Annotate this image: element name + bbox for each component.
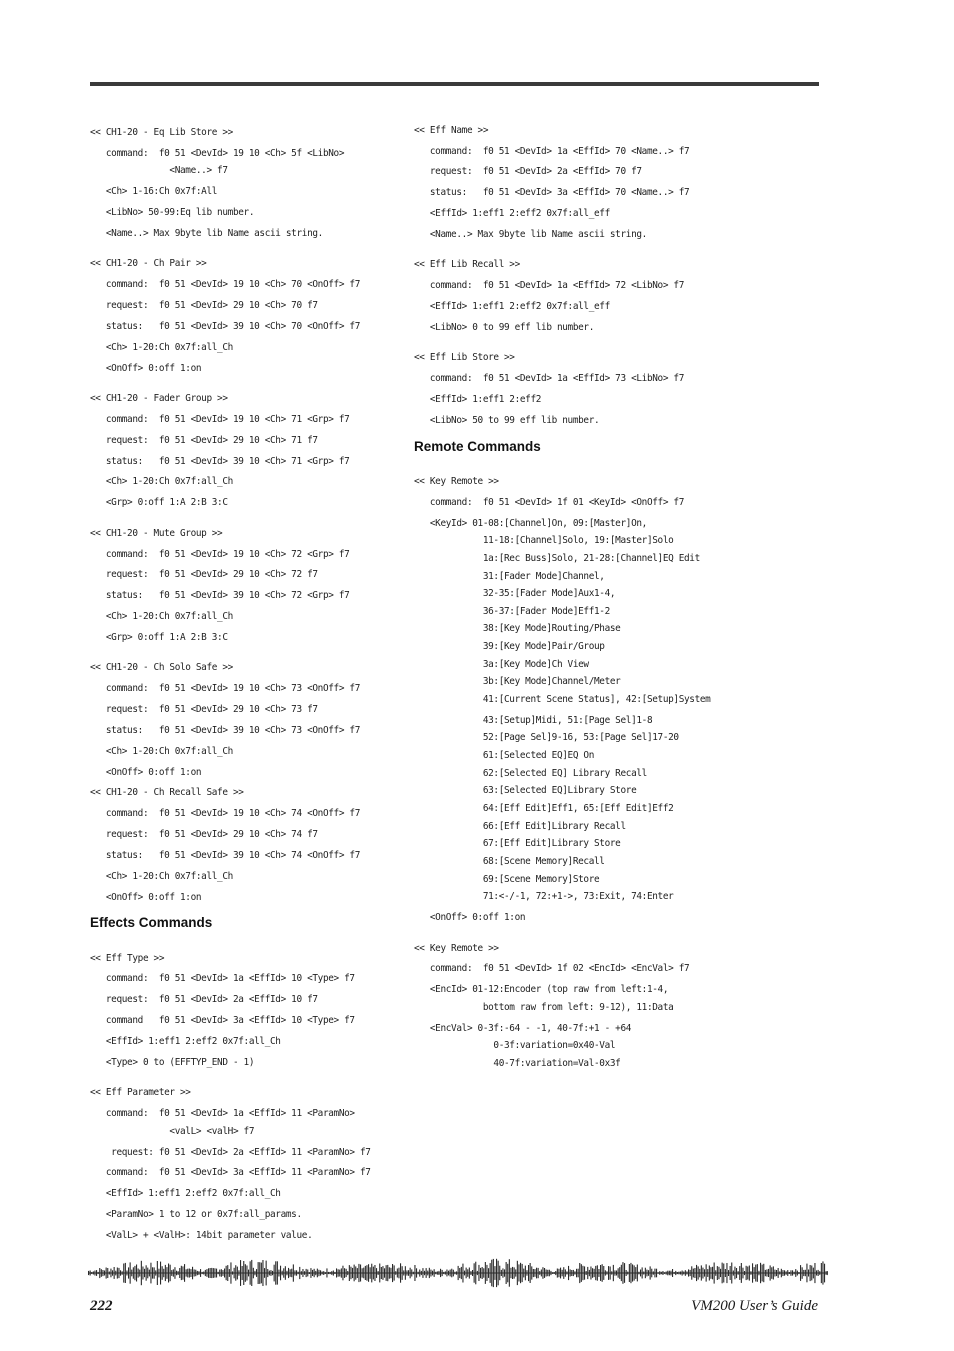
code-line: << Eff Name >> (414, 125, 489, 136)
code-line: 39:[Key Mode]Pair/Group (414, 641, 605, 652)
code-line: request: f0 51 <DevId> 2a <EffId> 70 f7 (414, 166, 642, 177)
code-line: << CH1-20 - Eq Lib Store >> (90, 127, 233, 138)
code-line: status: f0 51 <DevId> 3a <EffId> 70 <Name..> f7 (414, 187, 690, 198)
code-line: 11-18:[Channel]Solo, 19:[Master]Solo (414, 535, 674, 546)
code-line: 63:[Selected EQ]Library Store (414, 785, 637, 796)
code-line: <EffId> 1:eff1 2:eff2 0x7f:all_eff (414, 208, 610, 219)
code-line: <LibNo> 0 to 99 eff lib number. (414, 322, 595, 333)
code-line: <Ch> 1-20:Ch 0x7f:all_Ch (90, 611, 233, 622)
page-number: 222 (90, 1298, 113, 1314)
code-line: request: f0 51 <DevId> 2a <EffId> 11 <ParamNo> f7 (90, 1147, 371, 1158)
code-line: 3b:[Key Mode]Channel/Meter (414, 676, 621, 687)
code-line: command: f0 51 <DevId> 1a <EffId> 11 <ParamNo> (90, 1108, 355, 1119)
code-line: status: f0 51 <DevId> 39 10 <Ch> 73 <OnOff> f7 (90, 725, 361, 736)
code-line: bottom raw from left: 9-12), 11:Data (414, 1002, 674, 1013)
code-line: request: f0 51 <DevId> 29 10 <Ch> 74 f7 (90, 829, 318, 840)
code-line: << Eff Type >> (90, 953, 165, 964)
code-line: command: f0 51 <DevId> 19 10 <Ch> 70 <OnOff> f7 (90, 279, 361, 290)
top-rule (90, 82, 819, 86)
code-line: command: f0 51 <DevId> 1f 02 <EncId> <EncVal> f7 (414, 963, 690, 974)
waveform-divider (88, 1253, 828, 1293)
section-heading: Remote Commands (414, 439, 541, 454)
code-line: << Key Remote >> (414, 476, 499, 487)
code-line: request: f0 51 <DevId> 29 10 <Ch> 73 f7 (90, 704, 318, 715)
code-line: request: f0 51 <DevId> 29 10 <Ch> 71 f7 (90, 435, 318, 446)
code-line: 52:[Page Sel]9-16, 53:[Page Sel]17-20 (414, 732, 679, 743)
code-line: 62:[Selected EQ] Library Recall (414, 768, 647, 779)
code-line: request: f0 51 <DevId> 2a <EffId> 10 f7 (90, 994, 318, 1005)
code-line: <LibNo> 50-99:Eq lib number. (90, 207, 255, 218)
code-line: command f0 51 <DevId> 3a <EffId> 10 <Type> f7 (90, 1015, 355, 1026)
code-line: 64:[Eff Edit]Eff1, 65:[Eff Edit]Eff2 (414, 803, 674, 814)
code-line: 67:[Eff Edit]Library Store (414, 838, 621, 849)
code-line: command: f0 51 <DevId> 19 10 <Ch> 74 <OnOff> f7 (90, 808, 361, 819)
code-line: << CH1-20 - Fader Group >> (90, 393, 228, 404)
code-line: 0-3f:variation=0x40-Val (414, 1040, 616, 1051)
code-line: 43:[Setup]Midi, 51:[Page Sel]1-8 (414, 715, 653, 726)
code-line: command: f0 51 <DevId> 1a <EffId> 70 <Name..> f7 (414, 146, 690, 157)
code-line: <EffId> 1:eff1 2:eff2 (414, 394, 542, 405)
code-line: command: f0 51 <DevId> 1a <EffId> 10 <Type> f7 (90, 973, 355, 984)
code-line: <Type> 0 to (EFFTYP_END - 1) (90, 1057, 255, 1068)
section-heading: Effects Commands (90, 915, 213, 930)
code-line: status: f0 51 <DevId> 39 10 <Ch> 74 <OnOff> f7 (90, 850, 361, 861)
code-line: <OnOff> 0:off 1:on (90, 767, 202, 778)
code-line: command: f0 51 <DevId> 19 10 <Ch> 73 <OnOff> f7 (90, 683, 361, 694)
code-line: <EffId> 1:eff1 2:eff2 0x7f:all_Ch (90, 1036, 281, 1047)
code-line: <ParamNo> 1 to 12 or 0x7f:all_params. (90, 1209, 302, 1220)
code-line: request: f0 51 <DevId> 29 10 <Ch> 70 f7 (90, 300, 318, 311)
code-line: 32-35:[Fader Mode]Aux1-4, (414, 588, 616, 599)
code-line: <KeyId> 01-08:[Channel]On, 09:[Master]On, (414, 518, 647, 529)
code-line: request: f0 51 <DevId> 29 10 <Ch> 72 f7 (90, 569, 318, 580)
code-line: command: f0 51 <DevId> 1f 01 <KeyId> <OnOff> f7 (414, 497, 685, 508)
code-line: <EffId> 1:eff1 2:eff2 0x7f:all_Ch (90, 1188, 281, 1199)
code-line: << Key Remote >> (414, 943, 499, 954)
code-line: << Eff Parameter >> (90, 1087, 191, 1098)
code-line: <Grp> 0:off 1:A 2:B 3:C (90, 632, 228, 643)
code-line: <OnOff> 0:off 1:on (90, 892, 202, 903)
code-line: <Ch> 1-20:Ch 0x7f:all_Ch (90, 476, 233, 487)
code-line: 3a:[Key Mode]Ch View (414, 659, 589, 670)
code-line: <OnOff> 0:off 1:on (414, 912, 526, 923)
code-line: 61:[Selected EQ]EQ On (414, 750, 595, 761)
code-line: status: f0 51 <DevId> 39 10 <Ch> 70 <OnOff> f7 (90, 321, 361, 332)
code-line: << CH1-20 - Ch Pair >> (90, 258, 207, 269)
code-line: 41:[Current Scene Status], 42:[Setup]System (414, 694, 711, 705)
code-line: status: f0 51 <DevId> 39 10 <Ch> 71 <Grp> f7 (90, 456, 350, 467)
code-line: 1a:[Rec Buss]Solo, 21-28:[Channel]EQ Edit (414, 553, 700, 564)
code-line: <Ch> 1-20:Ch 0x7f:all_Ch (90, 871, 233, 882)
code-line: command: f0 51 <DevId> 19 10 <Ch> 5f <LibNo> (90, 148, 345, 159)
code-line: 38:[Key Mode]Routing/Phase (414, 623, 621, 634)
code-line: << CH1-20 - Ch Solo Safe >> (90, 662, 233, 673)
code-line: 31:[Fader Mode]Channel, (414, 571, 605, 582)
code-line: <Ch> 1-20:Ch 0x7f:all_Ch (90, 746, 233, 757)
code-line: <valL> <valH> f7 (90, 1126, 255, 1137)
code-line: << Eff Lib Recall >> (414, 259, 520, 270)
code-line: << Eff Lib Store >> (414, 352, 515, 363)
code-line: 36-37:[Fader Mode]Eff1-2 (414, 606, 610, 617)
code-line: 40-7f:variation=Val-0x3f (414, 1058, 621, 1069)
code-line: 66:[Eff Edit]Library Recall (414, 821, 626, 832)
code-line: command: f0 51 <DevId> 19 10 <Ch> 71 <Grp> f7 (90, 414, 350, 425)
code-line: command: f0 51 <DevId> 1a <EffId> 72 <LibNo> f7 (414, 280, 685, 291)
code-line: <Name..> Max 9byte lib Name ascii string. (90, 228, 323, 239)
code-line: << CH1-20 - Mute Group >> (90, 528, 223, 539)
code-line: <OnOff> 0:off 1:on (90, 363, 202, 374)
code-line: status: f0 51 <DevId> 39 10 <Ch> 72 <Grp> f7 (90, 590, 350, 601)
code-line: <Grp> 0:off 1:A 2:B 3:C (90, 497, 228, 508)
code-line: <Ch> 1-16:Ch 0x7f:All (90, 186, 218, 197)
code-line: <Name..> f7 (90, 165, 228, 176)
code-line: <Ch> 1-20:Ch 0x7f:all_Ch (90, 342, 233, 353)
code-line: <EffId> 1:eff1 2:eff2 0x7f:all_eff (414, 301, 610, 312)
code-line: command: f0 51 <DevId> 3a <EffId> 11 <ParamNo> f7 (90, 1167, 371, 1178)
guide-title: VM200 User’s Guide (691, 1298, 818, 1314)
code-line: <LibNo> 50 to 99 eff lib number. (414, 415, 600, 426)
code-line: 69:[Scene Memory]Store (414, 874, 600, 885)
code-line: command: f0 51 <DevId> 19 10 <Ch> 72 <Grp> f7 (90, 549, 350, 560)
code-line: << CH1-20 - Ch Recall Safe >> (90, 787, 244, 798)
code-line: <ValL> + <ValH>: 14bit parameter value. (90, 1230, 313, 1241)
code-line: command: f0 51 <DevId> 1a <EffId> 73 <LibNo> f7 (414, 373, 685, 384)
code-line: <EncVal> 0-3f:-64 - -1, 40-7f:+1 - +64 (414, 1023, 632, 1034)
code-line: 71:<-/-1, 72:+1->, 73:Exit, 74:Enter (414, 891, 674, 902)
code-line: <EncId> 01-12:Encoder (top raw from left:1-4, (414, 984, 669, 995)
code-line: <Name..> Max 9byte lib Name ascii string. (414, 229, 647, 240)
code-line: 68:[Scene Memory]Recall (414, 856, 605, 867)
